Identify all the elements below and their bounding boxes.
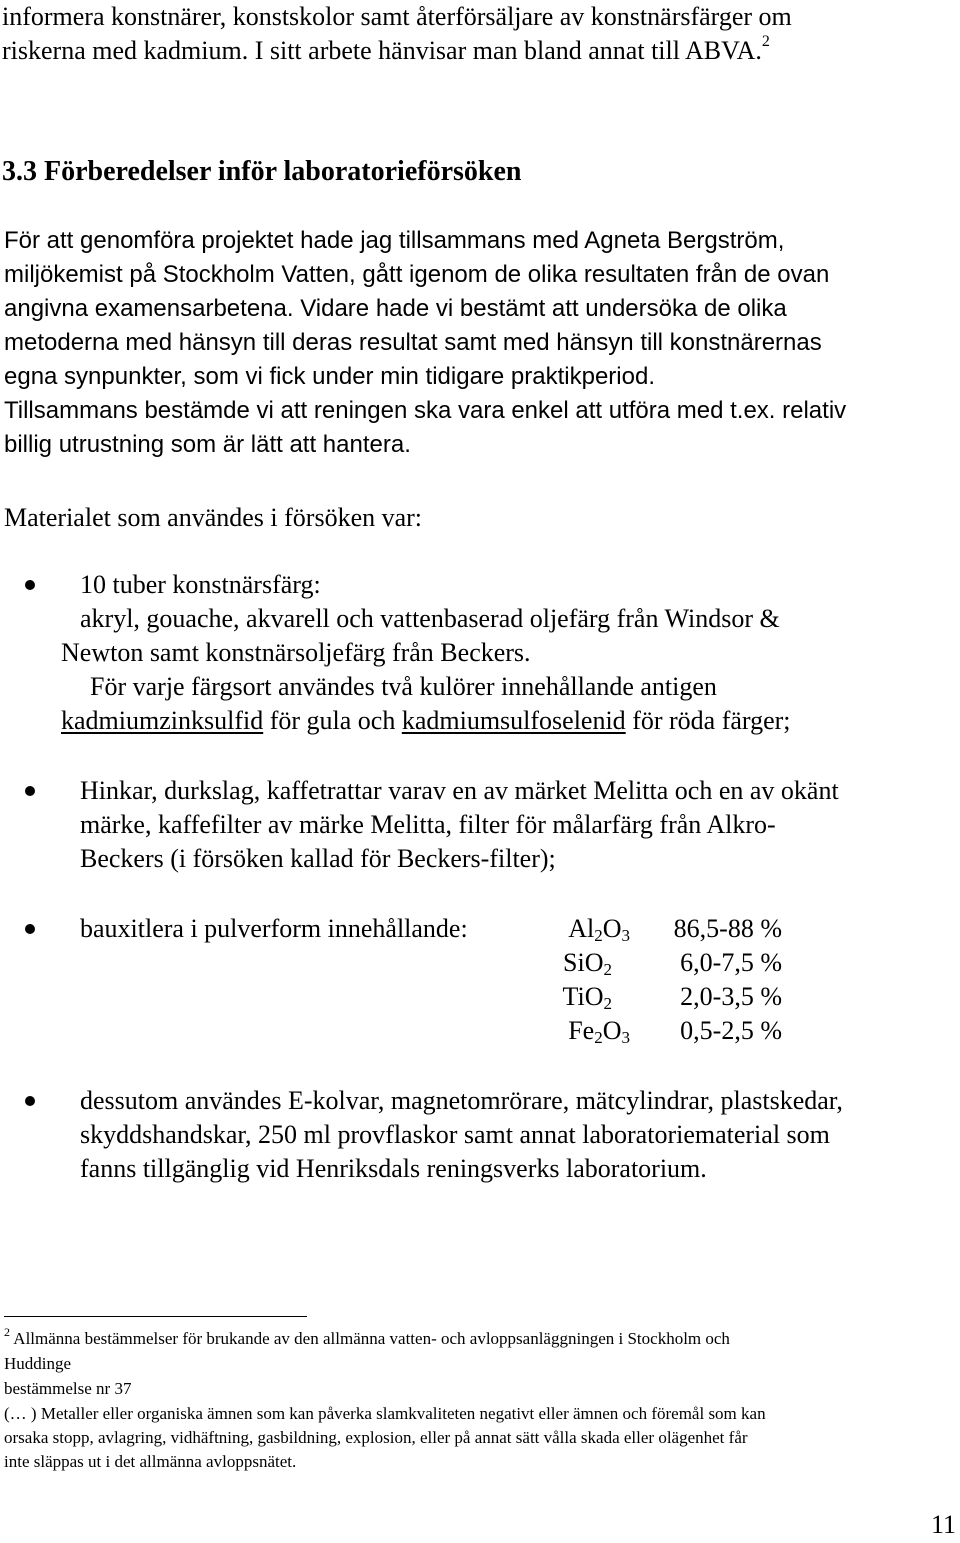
materials-intro: Materialet som användes i försöken var: <box>4 503 423 532</box>
item4-line-3: fanns tillgänglig vid Henriksdals reningsverks laboratorium. <box>80 1154 707 1183</box>
footnote-number: 2 <box>4 1325 10 1339</box>
bullet-2 <box>25 786 35 796</box>
footnote-ref[interactable]: 2 <box>761 33 770 50</box>
footnote-line-1: $^2$ Allmänna bestämmelser för brukande av den allmänna vatten- och avloppsanläggningen i Stockholm och <box>4 1325 730 1348</box>
para-line-6: Tillsammans bestämde vi att reningen ska vara enkel att utföra med t.ex. relativ <box>4 397 847 424</box>
para-line-4: metoderna med hänsyn till deras resultat samt med hänsyn till konstnärernas <box>4 329 822 356</box>
intro-line-2-text: riskerna med kadmium. I sitt arbete hänvisar man bland annat till ABVA. <box>2 36 762 65</box>
item4-line-1: dessutom användes E-kolvar, magnetomrörare, mätcylindrar, plastskedar, <box>80 1086 843 1115</box>
para-line-3: angivna examensarbetena. Vidare hade vi bestämt att undersöka de olika <box>4 295 787 322</box>
page-number: 11 <box>930 1510 956 1539</box>
range-al2o3: 86,5-88 % <box>673 914 782 943</box>
item3-label: bauxitlera i pulverform innehållande: <box>80 914 468 943</box>
footnote-line-4: (… ) Metaller eller organiska ämnen som kan påverka slamkvaliteten negativt eller ämnen och föremål som kan <box>4 1404 766 1423</box>
compound-al2o3: $Al_2O_3$ <box>568 914 630 945</box>
para-line-5: egna synpunkter, som vi fick under min tidigare praktikperiod. <box>4 363 655 390</box>
footnote-line-3: bestämmelse nr 37 <box>4 1379 132 1398</box>
item2-line-2: märke, kaffefilter av märke Melitta, filter för målarfärg från Alkro- <box>80 810 776 839</box>
item1-line-5: kadmiumzinksulfid för gula och kadmiumsulfoselenid för röda färger; <box>61 706 791 735</box>
term-kadmiumsulfoselenid: kadmiumsulfoselenid <box>401 706 626 735</box>
para-line-2: miljökemist på Stockholm Vatten, gått igenom de olika resultaten från de ovan <box>4 261 830 288</box>
term-kadmiumzinksulfid: kadmiumzinksulfid <box>61 706 264 735</box>
footnote-line-2: Huddinge <box>4 1354 72 1373</box>
compound-fe2o3: $Fe_2O_3$ <box>568 1016 630 1047</box>
item4-line-2: skyddshandskar, 250 ml provflaskor samt annat laboratoriematerial som <box>80 1120 830 1149</box>
para-line-7: billig utrustning som är lätt att hantera. <box>4 431 411 458</box>
intro-line-2 <box>2 33 770 65</box>
bullet-3 <box>25 924 35 934</box>
footnote-line-5: orsaka stopp, avlagring, vidhäftning, gasbildning, explosion, eller på annat sätt vålla skada eller olägenhet får <box>4 1428 748 1447</box>
range-tio2: 2,0-3,5 % <box>680 982 782 1011</box>
item1-line-1: 10 tuber konstnärsfärg: <box>80 570 321 599</box>
bullet-1 <box>25 580 35 590</box>
item2-line-1: Hinkar, durkslag, kaffetrattar varav en av märket Melitta och en av okänt <box>80 776 839 805</box>
compound-tio2: TiO$_2$ <box>562 982 612 1013</box>
para-line-1: För att genomföra projektet hade jag tillsammans med Agneta Bergström, <box>4 227 785 254</box>
footnote-rule <box>4 1316 307 1317</box>
compound-sio2: SiO$_2$ <box>563 948 612 979</box>
section-heading: 3.3 Förberedelser inför laboratorieförsöken <box>2 156 522 187</box>
item1-line-4: För varje färgsort användes två kulörer innehållande antigen <box>90 672 717 701</box>
bullet-4 <box>25 1096 35 1106</box>
item2-line-3: Beckers (i försöken kallad för Beckers-filter); <box>80 844 556 873</box>
range-fe2o3: 0,5-2,5 % <box>680 1016 782 1045</box>
item1-line-3: Newton samt konstnärsoljefärg från Beckers. <box>61 638 531 667</box>
range-sio2: 6,0-7,5 % <box>680 948 782 977</box>
intro-line-1: informera konstnärer, konstskolor samt återförsäljare av konstnärsfärger om <box>2 2 792 31</box>
item1-line-2: akryl, gouache, akvarell och vattenbaserad oljefärg från Windsor & <box>80 604 780 633</box>
footnote-line-6: inte släppas ut i det allmänna avloppsnätet. <box>4 1452 297 1471</box>
